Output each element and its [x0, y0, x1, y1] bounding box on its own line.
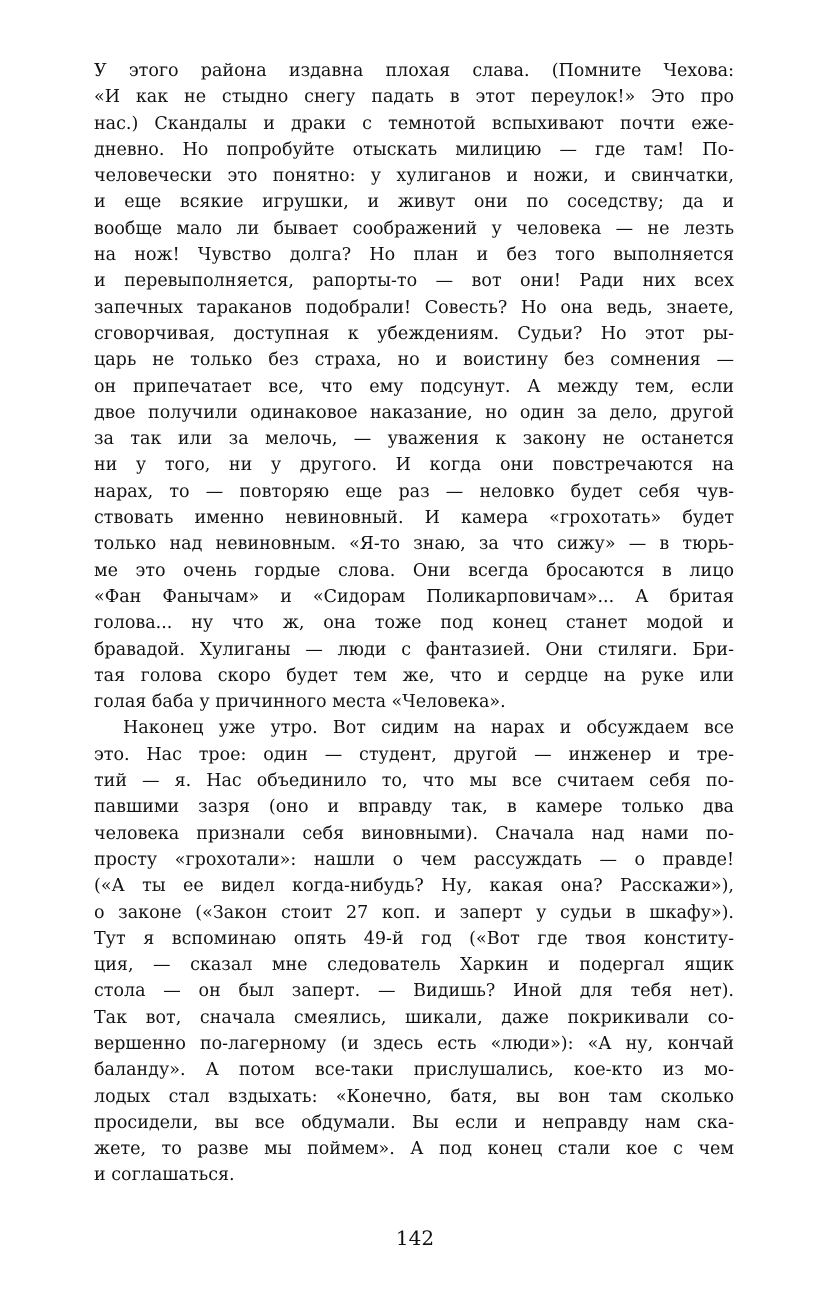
text-line: павшими зазря (оно и вправду так, в камере только два: [94, 797, 734, 818]
paragraph: [94, 715, 734, 1188]
text-line: вершенно по-лагерному (и здесь есть «люди»): «А ну, кончай: [94, 1033, 734, 1054]
text-line: тая голова скоро будет тем же, что и сердце на руке или: [94, 665, 734, 686]
text-line: двое получили одинаковое наказание, но один за дело, другой: [94, 402, 734, 423]
text-line: У этого района издавна плохая слава. (Помните Чехова:: [94, 61, 734, 81]
text-line: только над невиновным. «Я-то знаю, за что сижу» — в тюрь-: [94, 534, 734, 555]
text-line: на нож! Чувство долга? Но план и без того выполняется: [94, 245, 734, 266]
paragraph: [94, 58, 734, 715]
text-line: ни у того, ни у другого. И когда они повстречаются на: [94, 455, 734, 476]
text-line: и еще всякие игрушки, и живут они по соседству; да и: [94, 192, 734, 213]
text-line: это. Нас трое: один — студент, другой — инженер и тре-: [94, 744, 734, 765]
text-line: тий — я. Нас объединило то, что мы все считаем себя по-: [94, 771, 734, 792]
text-line: голая баба у причинного места «Человека».: [94, 692, 506, 713]
text-line: человечески это понятно: у хулиганов и ножи, и свинчатки,: [94, 166, 734, 187]
text-line: голова... ну что ж, она тоже под конец станет модой и: [94, 613, 734, 634]
text-line: Наконец уже утро. Вот сидим на нарах и обсуждаем все: [123, 718, 734, 739]
text-line: ме это очень гордые слова. Они всегда бросаются в лицо: [94, 560, 734, 581]
text-line: бравадой. Хулиганы — люди с фантазией. Они стиляги. Бри-: [94, 639, 734, 660]
text-line: вообще мало ли бывает соображений у человека — не лезть: [94, 218, 734, 239]
text-line: Так вот, сначала смеялись, шикали, даже покрикивали со-: [94, 1007, 734, 1028]
text-line: он припечатает все, что ему подсунут. А между тем, если: [94, 376, 734, 397]
text-line: жете, то разве мы поймем». А под конец стали кое с чем: [94, 1139, 734, 1160]
text-line: и перевыполняется, рапорты-то — вот они! Ради них всех: [94, 271, 734, 292]
text-line: сговорчивая, доступная к убеждениям. Судьи? Но этот ры-: [94, 323, 734, 344]
text-line: нарах, то — повторяю еще раз — неловко будет себя чув-: [94, 481, 734, 502]
text-line: баланду». А потом все-таки прислушались, кое-кто из мо-: [94, 1060, 734, 1081]
text-line: стола — он был заперт. — Видишь? Иной для тебя нет).: [94, 981, 734, 1002]
text-line: «Фан Фанычам» и «Сидорам Поликарповичам»... А бритая: [94, 586, 734, 607]
text-line: просту «грохотали»: нашли о чем рассуждать — о правде!: [94, 849, 734, 870]
text-line: лодых стал вздыхать: «Конечно, батя, вы вон там сколько: [94, 1086, 734, 1107]
text-line: Тут я вспоминаю опять 49-й год («Вот где твоя конститу-: [94, 928, 734, 949]
text-line: запечных тараканов подобрали! Совесть? Но она ведь, знаете,: [94, 297, 734, 318]
text-line: за так или за мелочь, — уважения к закону не останется: [94, 429, 734, 450]
text-line: о законе («Закон стоит 27 коп. и заперт у судьи в шкафу»).: [94, 902, 734, 923]
text-line: и соглашаться.: [94, 1165, 235, 1186]
text-line: ствовать именно невиновный. И камера «грохотать» будет: [94, 508, 734, 529]
text-line: дневно. Но попробуйте отыскать милицию — где там! По-: [94, 139, 734, 160]
text-line: нас.) Скандалы и драки с темнотой вспыхивают почти еже-: [94, 113, 734, 134]
text-line: ция, — сказал мне следователь Харкин и подергал ящик: [94, 955, 734, 976]
text-line: («А ты ее видел когда-нибудь? Ну, какая она? Расскажи»),: [94, 876, 734, 897]
body-text: [94, 58, 734, 1189]
text-line: «И как не стыдно снегу падать в этот переулок!» Это про: [94, 87, 734, 108]
text-line: царь не только без страха, но и воистину без сомнения —: [94, 350, 734, 371]
text-line: просидели, вы все обдумали. Вы если и неправду нам ска-: [94, 1112, 734, 1133]
page-number: 142: [395, 1226, 435, 1250]
text-line: человека признали себя виновными). Сначала над нами по-: [94, 823, 734, 844]
